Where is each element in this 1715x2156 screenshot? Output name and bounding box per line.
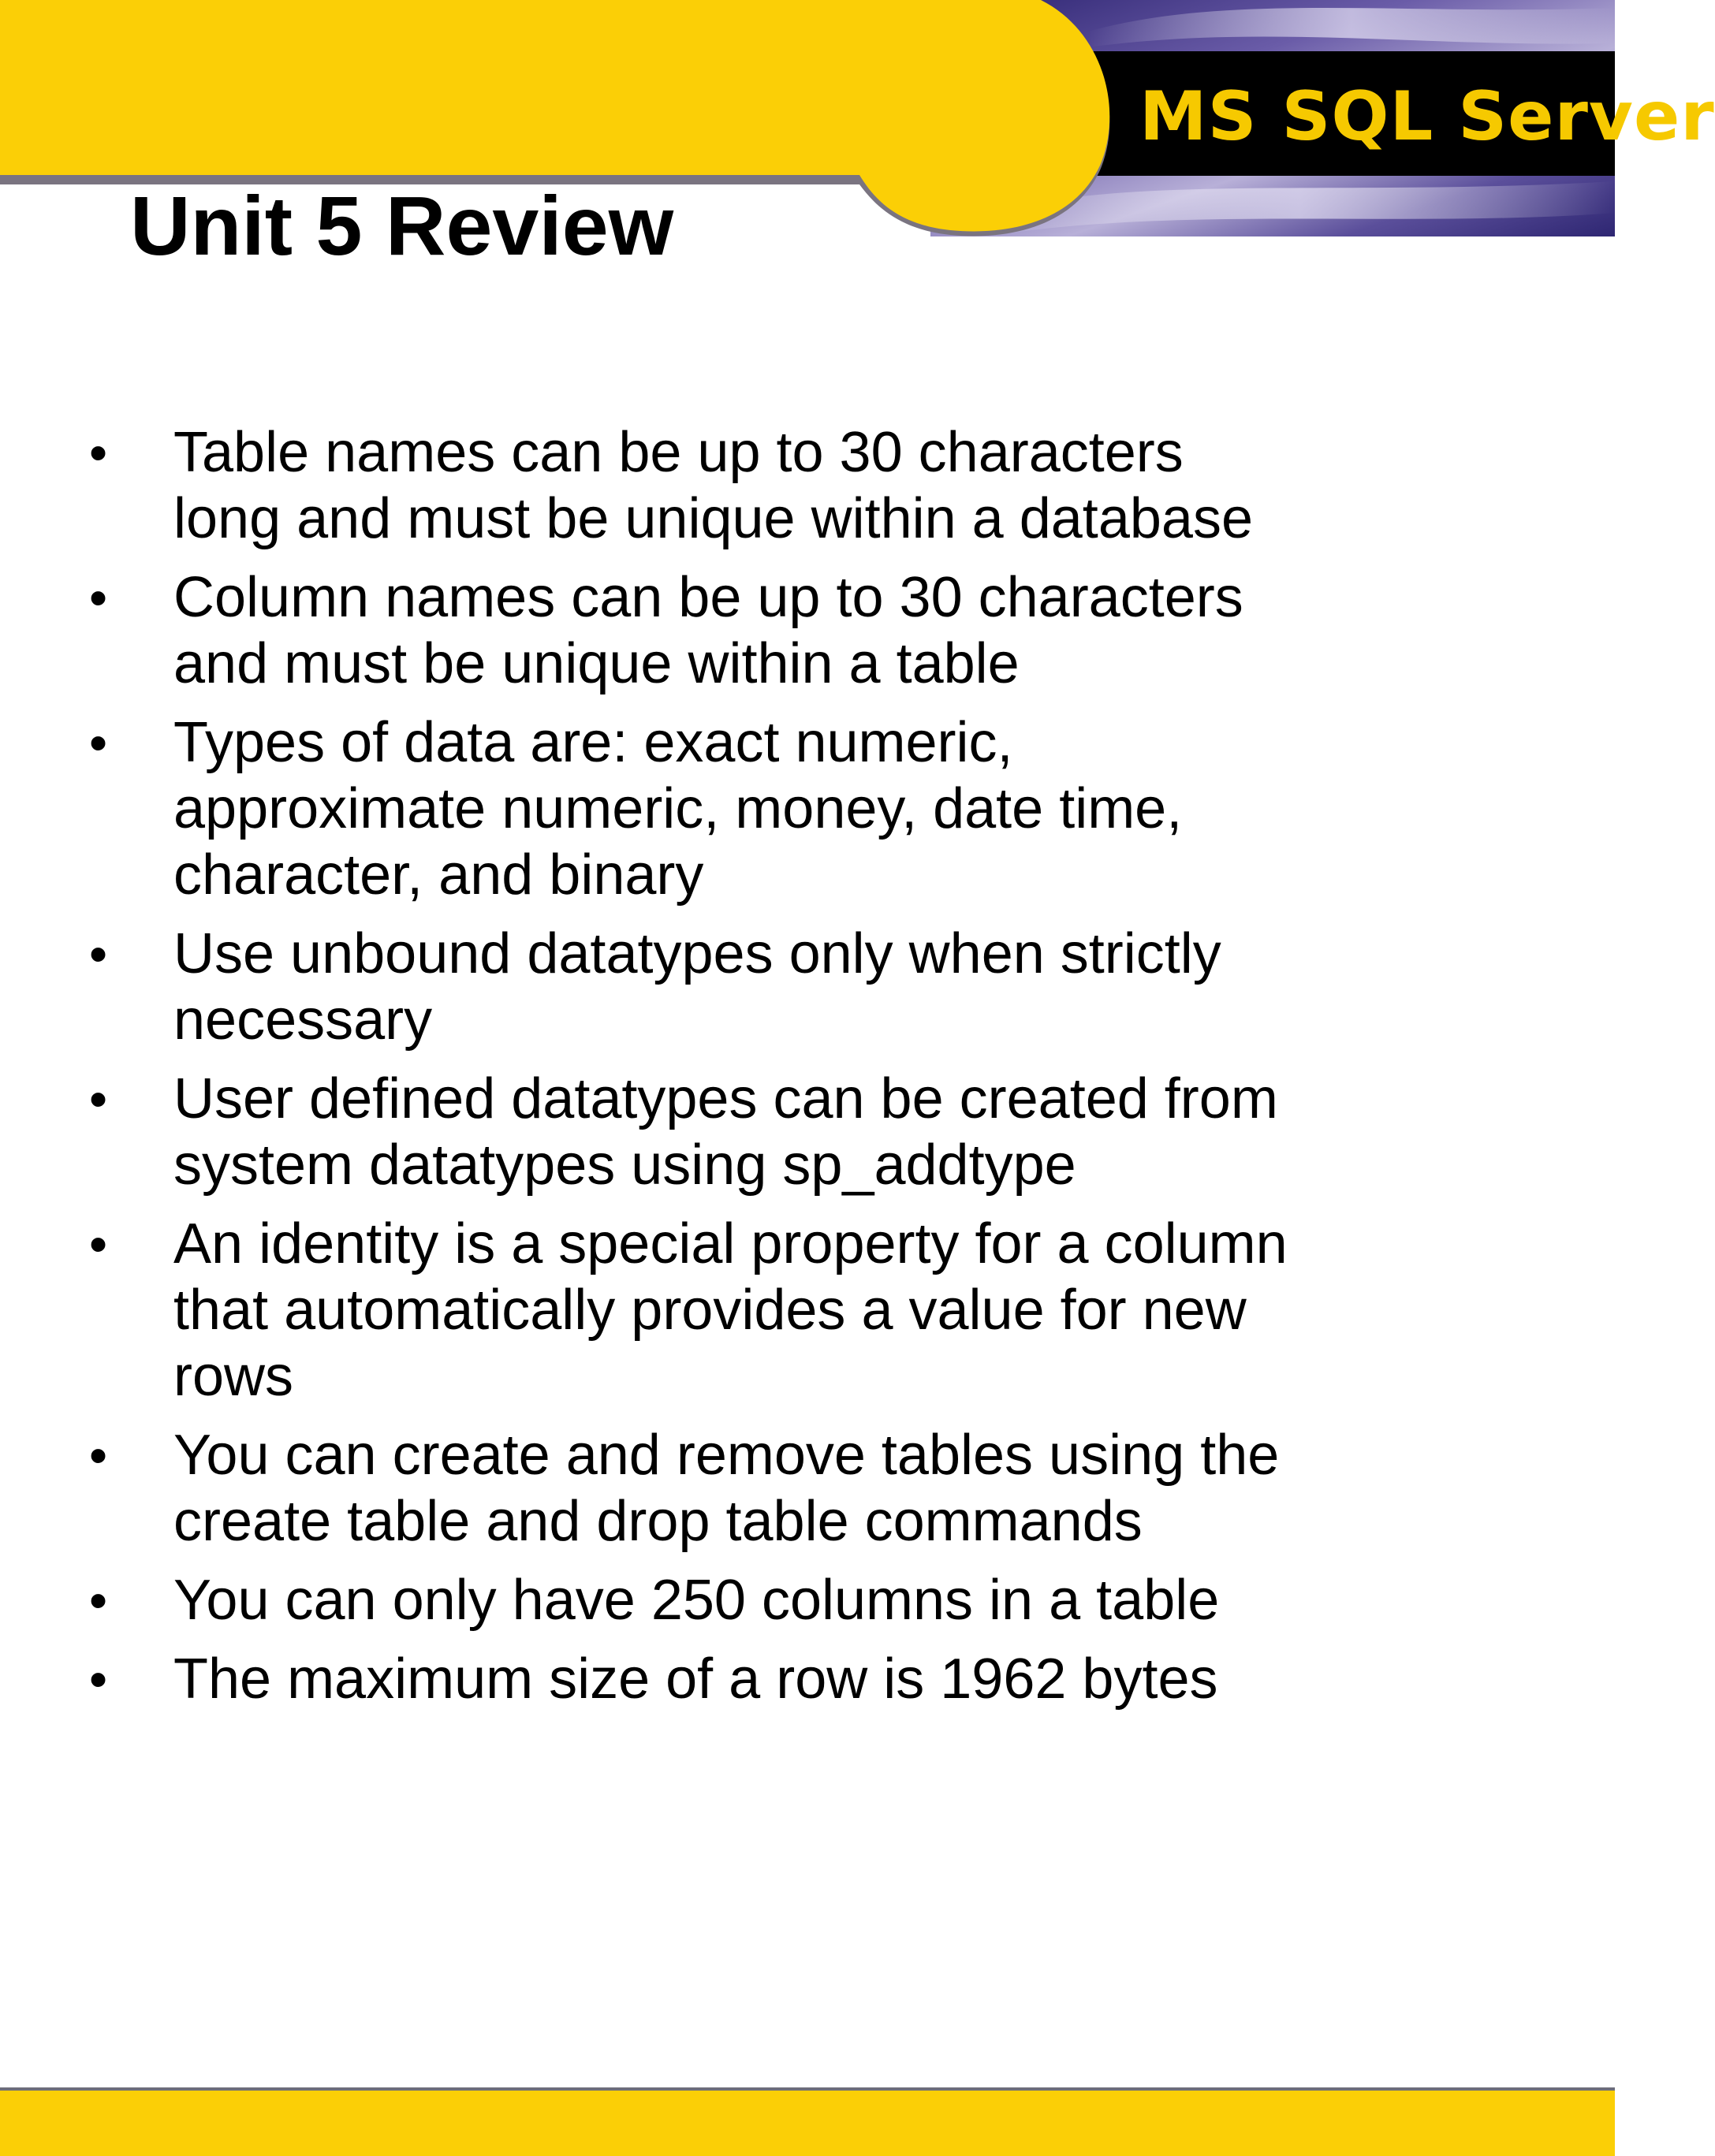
bullet-list [0, 419, 1498, 1725]
bullet-text-line: Types of data are: exact numeric, [173, 711, 1013, 774]
bullet-marker: • [89, 423, 108, 482]
bullet-text-line: and must be unique within a table [173, 632, 1020, 695]
bullet-marker: • [89, 568, 108, 627]
bullet-text-line: necessary [173, 989, 433, 1052]
bullet-text-line: Use unbound datatypes only when strictly [173, 922, 1221, 985]
bullet-text-line: rows [173, 1345, 294, 1408]
bullet-text-line: Table names can be up to 30 characters [173, 421, 1184, 484]
brand-logo-text: MS SQL Server [1139, 77, 1715, 156]
bullet-text-line: character, and binary [173, 843, 704, 907]
bullet-text-line: system datatypes using sp_addtype [173, 1134, 1076, 1197]
bullet-item [0, 1567, 1419, 1633]
bullet-marker: • [89, 713, 108, 772]
bullet-text-line: that automatically provides a value for new [173, 1279, 1247, 1342]
bullet-marker: • [89, 1426, 108, 1484]
bullet-item [0, 1422, 1419, 1555]
footer-bar [0, 2087, 1615, 2156]
slide-title: Unit 5 Review [130, 180, 674, 273]
bullet-marker: • [89, 1070, 108, 1128]
bullet-marker: • [89, 1650, 108, 1708]
bullet-item [0, 921, 1419, 1053]
bullet-text-line: You can create and remove tables using the [173, 1424, 1280, 1487]
bullet-text-line: long and must be unique within a database [173, 487, 1253, 550]
bullet-text-line: create table and drop table commands [173, 1490, 1143, 1553]
bullet-text-line: Column names can be up to 30 characters [173, 566, 1243, 629]
bullet-marker: • [89, 1571, 108, 1629]
bullet-text-line: User defined datatypes can be created from [173, 1067, 1278, 1130]
bullet-text-line: The maximum size of a row is 1962 bytes [173, 1648, 1218, 1711]
bullet-item [0, 564, 1419, 697]
bullet-text-line: You can only have 250 columns in a table [173, 1569, 1220, 1632]
bullet-item [0, 419, 1419, 552]
bullet-item [0, 1211, 1419, 1409]
bullet-text-line: approximate numeric, money, date time, [173, 777, 1183, 840]
bullet-text-line: An identity is a special property for a column [173, 1212, 1288, 1275]
bullet-item [0, 1646, 1419, 1712]
bullet-marker: • [89, 1215, 108, 1273]
bullet-item [0, 709, 1419, 908]
bullet-item [0, 1066, 1419, 1198]
bullet-marker: • [89, 925, 108, 983]
